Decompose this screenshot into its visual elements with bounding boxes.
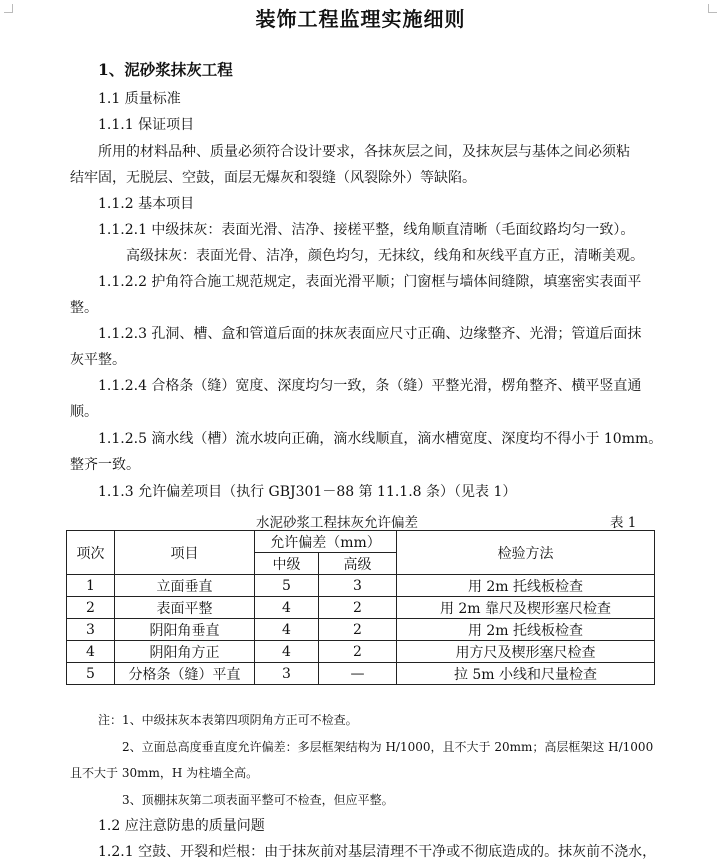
heading-1-1: 1.1 质量标准 (98, 91, 181, 107)
cell-no: 4 (67, 641, 115, 663)
table-row (67, 597, 655, 619)
table-row (67, 575, 655, 597)
header-no: 项次 (67, 531, 115, 575)
paragraph-text: 结牢固，无脱层、空鼓，面层无爆灰和裂缝（风裂除外）等缺陷。 (70, 170, 476, 186)
cell-high: — (319, 663, 397, 685)
cell-high: 2 (319, 619, 397, 641)
paragraph-text: 1.1.2.5 滴水线（槽）流水坡向正确，滴水线顺直，滴水槽宽度、深度均不得小于 10mm。 (98, 431, 663, 447)
cell-item: 阴阳角方正 (115, 641, 255, 663)
paragraph-text: 灰平整。 (70, 352, 126, 368)
paragraph-text: 1.1.2.1 中级抹灰：表面光滑、洁净、接槎平整，线角顺直清晰（毛面纹路均匀一致）。 (98, 222, 635, 238)
heading-1-2: 1.2 应注意防患的质量问题 (98, 818, 265, 834)
table-note: 注：1、中级抹灰本表第四项阴角方正可不检查。 (98, 713, 358, 727)
paragraph-text: 所用的材料品种、质量必须符合设计要求，各抹灰层之间，及抹灰层与基体之间必须粘 (98, 144, 630, 160)
table-row (67, 619, 655, 641)
cell-mid: 3 (255, 663, 319, 685)
cell-method: 用 2m 托线板检查 (397, 575, 655, 597)
cell-no: 2 (67, 597, 115, 619)
cell-item: 立面垂直 (115, 575, 255, 597)
table-row (67, 641, 655, 663)
header-high: 高级 (319, 553, 397, 575)
paragraph-text: 整齐一致。 (70, 457, 140, 473)
cell-no: 3 (67, 619, 115, 641)
paragraph-text: 1.1.2.2 护角符合施工规范规定，表面光滑平顺；门窗框与墙体间缝隙，填塞密实表面平 (98, 274, 642, 290)
cell-mid: 4 (255, 597, 319, 619)
paragraph-text: 整。 (70, 300, 98, 316)
cell-mid: 5 (255, 575, 319, 597)
table-row (67, 663, 655, 685)
cell-method: 用 2m 托线板检查 (397, 619, 655, 641)
cell-no: 1 (67, 575, 115, 597)
cell-method: 用 2m 靠尺及楔形塞尺检查 (397, 597, 655, 619)
paragraph-text: 高级抹灰：表面光骨、洁净，颜色均匀，无抹纹，线角和灰线平直方正，清晰美观。 (126, 248, 644, 264)
paragraph-text: 1.2.1 空鼓、开裂和烂根：由于抹灰前对基层清理不干净或不彻底造成的。抹灰前不浇水， (98, 844, 657, 860)
heading-section-1: 1、泥砂浆抹灰工程 (98, 60, 233, 79)
cell-high: 3 (319, 575, 397, 597)
tolerance-table (66, 530, 655, 685)
cell-method: 用方尺及楔形塞尺检查 (397, 641, 655, 663)
header-item: 项目 (115, 531, 255, 575)
cell-item: 阴阳角垂直 (115, 619, 255, 641)
cell-method: 拉 5m 小线和尺量检查 (397, 663, 655, 685)
header-method: 检验方法 (397, 531, 655, 575)
cell-no: 5 (67, 663, 115, 685)
cell-high: 2 (319, 597, 397, 619)
paragraph-text: 1.1.2.4 合格条（缝）宽度、深度均匀一致，条（缝）平整光滑，楞角整齐、横平竖直通 (98, 378, 642, 394)
cell-mid: 4 (255, 619, 319, 641)
table-note: 2、立面总高度垂直度允许偏差：多层框架结构为 H/1000，且不大于 20mm；高层框架这 H/1000 (122, 740, 654, 754)
document-title: 装饰工程监理实施细则 (255, 7, 466, 31)
cell-high: 2 (319, 641, 397, 663)
cell-mid: 4 (255, 641, 319, 663)
header-mid: 中级 (255, 553, 319, 575)
paragraph-text: 1.1.2.3 孔洞、槽、盒和管道后面的抹灰表面应尺寸正确、边缘整齐、光滑；管道后面抹 (98, 326, 642, 342)
heading-1-1-3: 1.1.3 允许偏差项目（执行 GBJ301－88 第 11.1.8 条）（见表 1） (98, 484, 517, 500)
cell-item: 表面平整 (115, 597, 255, 619)
cell-item: 分格条（缝）平直 (115, 663, 255, 685)
header-tolerance: 允许偏差（mm） (255, 531, 397, 553)
heading-1-1-1: 1.1.1 保证项目 (98, 117, 195, 133)
table-number: 表 1 (610, 515, 637, 531)
table-header-row (67, 531, 655, 553)
table-note: 3、顶棚抹灰第二项表面平整可不检查，但应平整。 (122, 793, 394, 807)
table-note: 且不大于 30mm，H 为柱墙全高。 (70, 766, 259, 780)
paragraph-text: 顺。 (70, 404, 98, 420)
heading-1-1-2: 1.1.2 基本项目 (98, 196, 195, 212)
table-caption: 水泥砂浆工程抹灰允许偏差 (256, 515, 418, 531)
